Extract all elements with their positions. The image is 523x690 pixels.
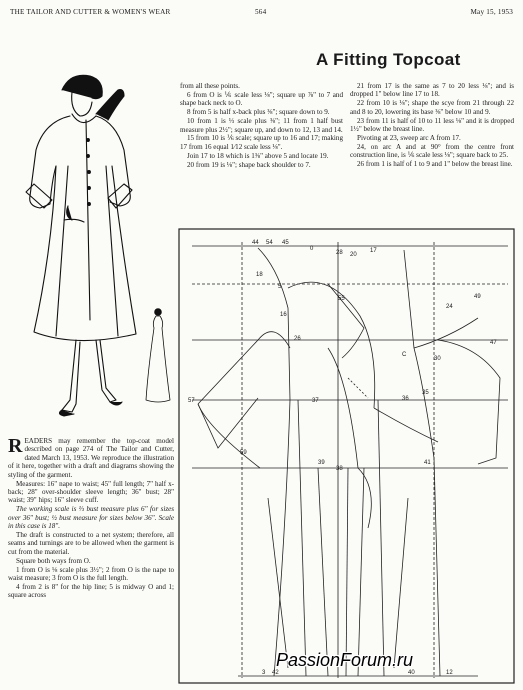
draft-label: 30 bbox=[434, 356, 441, 362]
draft-label: 35 bbox=[422, 390, 429, 396]
point-23-paragraph: 23 from 11 is half of 10 to 11 less ⅛" and it is dropped 1½" below the breast line. bbox=[350, 116, 514, 134]
right-column-text bbox=[350, 82, 514, 169]
point-22-paragraph: 22 from 10 is ⅛"; shape the scye from 21 through 22 and 8 to 20, lowering its base ⅜" below 10 and 9. bbox=[350, 99, 514, 116]
draft-label: 57 bbox=[188, 398, 195, 404]
running-head bbox=[10, 8, 513, 22]
points-4-5-paragraph: 4 from 2 is 8" for the hip line; 5 is midway O and 1; square across bbox=[8, 582, 174, 600]
draft-label: 59 bbox=[240, 450, 247, 456]
draft-label: 12 bbox=[446, 670, 453, 676]
net-system-paragraph: The draft is constructed to a net system; therefore, all seams and turnings are to be allowed when the garment is cut from the material. bbox=[8, 530, 174, 556]
point-24-paragraph: 24, on arc A and at 90° from the centre front construction line, is ⅙ scale less ⅛"; square back to 25. bbox=[350, 142, 514, 160]
article-title: A Fitting Topcoat bbox=[316, 50, 461, 69]
point-8-paragraph: 8 from 5 is half x-back plus ⅜"; square down to 9. bbox=[187, 108, 330, 117]
draft-label: 49 bbox=[474, 294, 481, 300]
point-10-paragraph: 10 from 1 is ⅓ scale plus ⅜"; 11 from 1 half bust measure plus 2½"; square up, and down to 12, 13 and 14. bbox=[180, 117, 343, 134]
intro-paragraph: READERS may remember the top-coat model described on page 274 of The Tailor and Cutter, dated March 13, 1953. We reproduce the illustration of it here, together with a draft and diagrams showing the styling of the garment. bbox=[8, 435, 174, 479]
point-21-paragraph: 21 from 17 is the same as 7 to 20 less ⅛"; and is dropped 1" below line 17 to 18. bbox=[350, 82, 514, 99]
draft-label: 24 bbox=[446, 304, 453, 310]
draft-label: 26 bbox=[294, 336, 301, 342]
issue-date: May 15, 1953 bbox=[470, 8, 513, 16]
left-column-text bbox=[8, 437, 174, 600]
draft-label: 42 bbox=[272, 670, 279, 676]
point-6-paragraph: 6 from O is ⅙ scale less ⅛"; square up ⅞" to 7 and shape back neck to O. bbox=[180, 90, 343, 108]
draft-label: 0 bbox=[310, 246, 314, 252]
point-26-paragraph: 26 from 1 is half of 1 to 9 and 1" below the breast line. bbox=[357, 160, 513, 169]
draft-label: 5 bbox=[278, 284, 282, 290]
drop-cap: R bbox=[8, 435, 23, 457]
draft-label: 28 bbox=[336, 250, 343, 256]
watermark: PassionForum.ru bbox=[276, 650, 414, 670]
measures-paragraph: Measures: 16" nape to waist; 45" full length; 7" half x-back; 28" over-shoulder sleeve length; 36" bust; 28" waist; 39" hips; 16" sleeve cuff. bbox=[8, 479, 174, 505]
continuation-paragraph: from all these points. bbox=[180, 82, 240, 90]
draft-point-labels bbox=[188, 240, 497, 676]
draft-label: C bbox=[402, 352, 407, 358]
topcoat-fashion-illustration bbox=[6, 70, 172, 436]
draft-label: 40 bbox=[408, 670, 415, 676]
draft-label: 41 bbox=[424, 460, 431, 466]
draft-label: 45 bbox=[282, 240, 289, 246]
draft-label: 18 bbox=[256, 272, 263, 278]
draft-label: 36 bbox=[402, 396, 409, 402]
publication-name: THE TAILOR AND CUTTER & WOMEN'S WEAR bbox=[10, 8, 171, 16]
points-1-3-paragraph: 1 from O is ⅛ scale plus 3½"; 2 from O is the nape to waist measure; 3 from O is the full length. bbox=[8, 565, 174, 582]
draft-label: 16 bbox=[280, 312, 287, 318]
draft-label: 38 bbox=[336, 466, 343, 472]
draft-label: 54 bbox=[266, 240, 273, 246]
point-15-paragraph: 15 from 10 is ⅙ scale; square up to 16 and 17; making 17 from 16 equal 1⁄12 scale less ⅛". bbox=[180, 134, 343, 151]
square-paragraph: Square both ways from O. bbox=[16, 556, 91, 565]
draft-label: 3 bbox=[262, 670, 266, 676]
middle-column-text bbox=[180, 82, 343, 170]
page-number: 564 bbox=[255, 8, 267, 16]
draft-label: 17 bbox=[370, 248, 377, 254]
pattern-draft-diagram bbox=[178, 228, 515, 684]
point-17-paragraph: Join 17 to 18 which is 1⅜" above 5 and locate 19. bbox=[187, 151, 329, 160]
draft-label: 47 bbox=[490, 340, 497, 346]
draft-label: 39 bbox=[318, 460, 325, 466]
arc-a-paragraph: Pivoting at 23, sweep arc A from 17. bbox=[357, 133, 461, 142]
draft-label: 20 bbox=[350, 252, 357, 258]
draft-label: 55 bbox=[338, 296, 345, 302]
draft-label: 37 bbox=[312, 398, 319, 404]
draft-label: 44 bbox=[252, 240, 259, 246]
point-20-paragraph: 20 from 19 is ⅛"; shape back shoulder to 7. bbox=[187, 160, 311, 169]
scale-paragraph: The working scale is ⅓ bust measure plus 6" for sizes over 36" bust; ½ bust measure for sizes below 36". Scale in this case is 18". bbox=[8, 505, 174, 531]
